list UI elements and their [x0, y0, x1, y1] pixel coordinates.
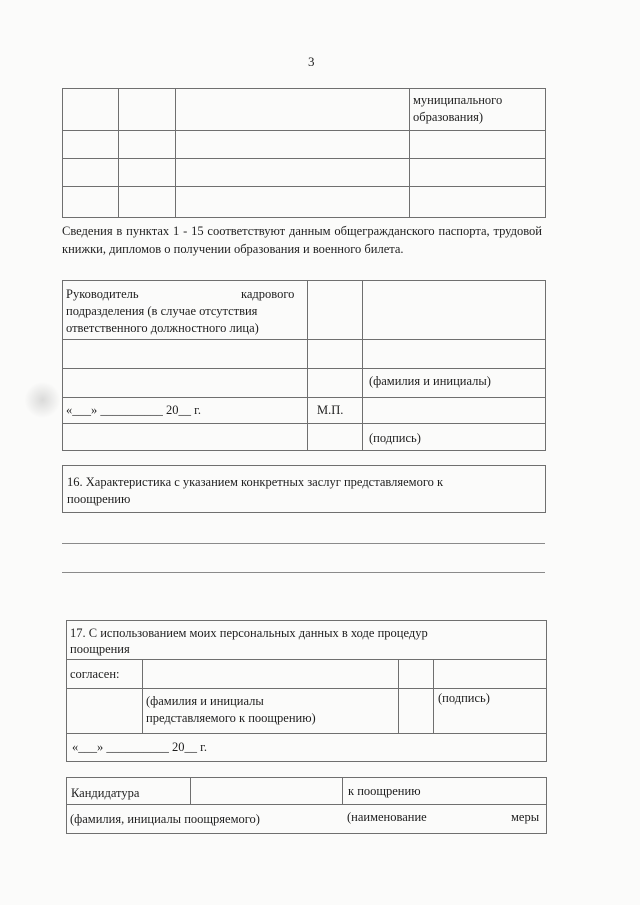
- consent-label: согласен:: [70, 667, 120, 681]
- names-caption: (фамилия и инициалы): [369, 374, 491, 388]
- nominee-name-caption-line2: представляемого к поощрению): [146, 711, 316, 725]
- awardee-name-caption: (фамилия, инициалы поощряемого): [70, 812, 260, 826]
- characteristic-answer-line: [62, 572, 545, 573]
- consent-date-blank: «___» __________ 20__ г.: [72, 740, 207, 754]
- to-reward-label: к поощрению: [348, 784, 421, 798]
- consent-signature-caption: (подпись): [438, 691, 490, 705]
- municipal-cell-line1: муниципального: [413, 93, 503, 107]
- section-17-title-line2: поощрения: [70, 642, 130, 656]
- stamp-placeholder: М.П.: [317, 403, 344, 417]
- hr-head-label-line3: ответственного должностного лица): [66, 321, 259, 335]
- scan-speckle: [20, 380, 65, 420]
- signoff-date-blank: «___» __________ 20__ г.: [66, 403, 201, 417]
- measure-caption-left: (наименование: [347, 810, 427, 824]
- nominee-name-caption-line1: (фамилия и инициалы: [146, 694, 264, 708]
- section-16-title-line1: 16. Характеристика с указанием конкретных заслуг представляемого к: [67, 475, 444, 489]
- candidate-label: Кандидатура: [71, 786, 140, 800]
- verification-note: Сведения в пунктах 1 - 15 соответствуют данным общегражданского паспорта, трудовой книжки, дипломов о получении образования и военного билета.: [62, 224, 542, 256]
- section-16-title-line2: поощрению: [67, 492, 131, 506]
- hr-head-label-line2: подразделения (в случае отсутствия: [66, 304, 258, 318]
- signoff-signature-caption: (подпись): [369, 431, 421, 445]
- page-number: 3: [308, 54, 315, 69]
- municipal-cell-line2: образования): [413, 110, 484, 124]
- measure-caption-right: меры: [511, 810, 540, 824]
- characteristic-answer-line: [62, 543, 545, 544]
- section-17-title-line1: 17. С использованием моих персональных данных в ходе процедур: [70, 626, 428, 640]
- hr-head-label-word1: Руководитель: [66, 287, 139, 301]
- hr-head-label-word2: кадрового: [241, 287, 295, 301]
